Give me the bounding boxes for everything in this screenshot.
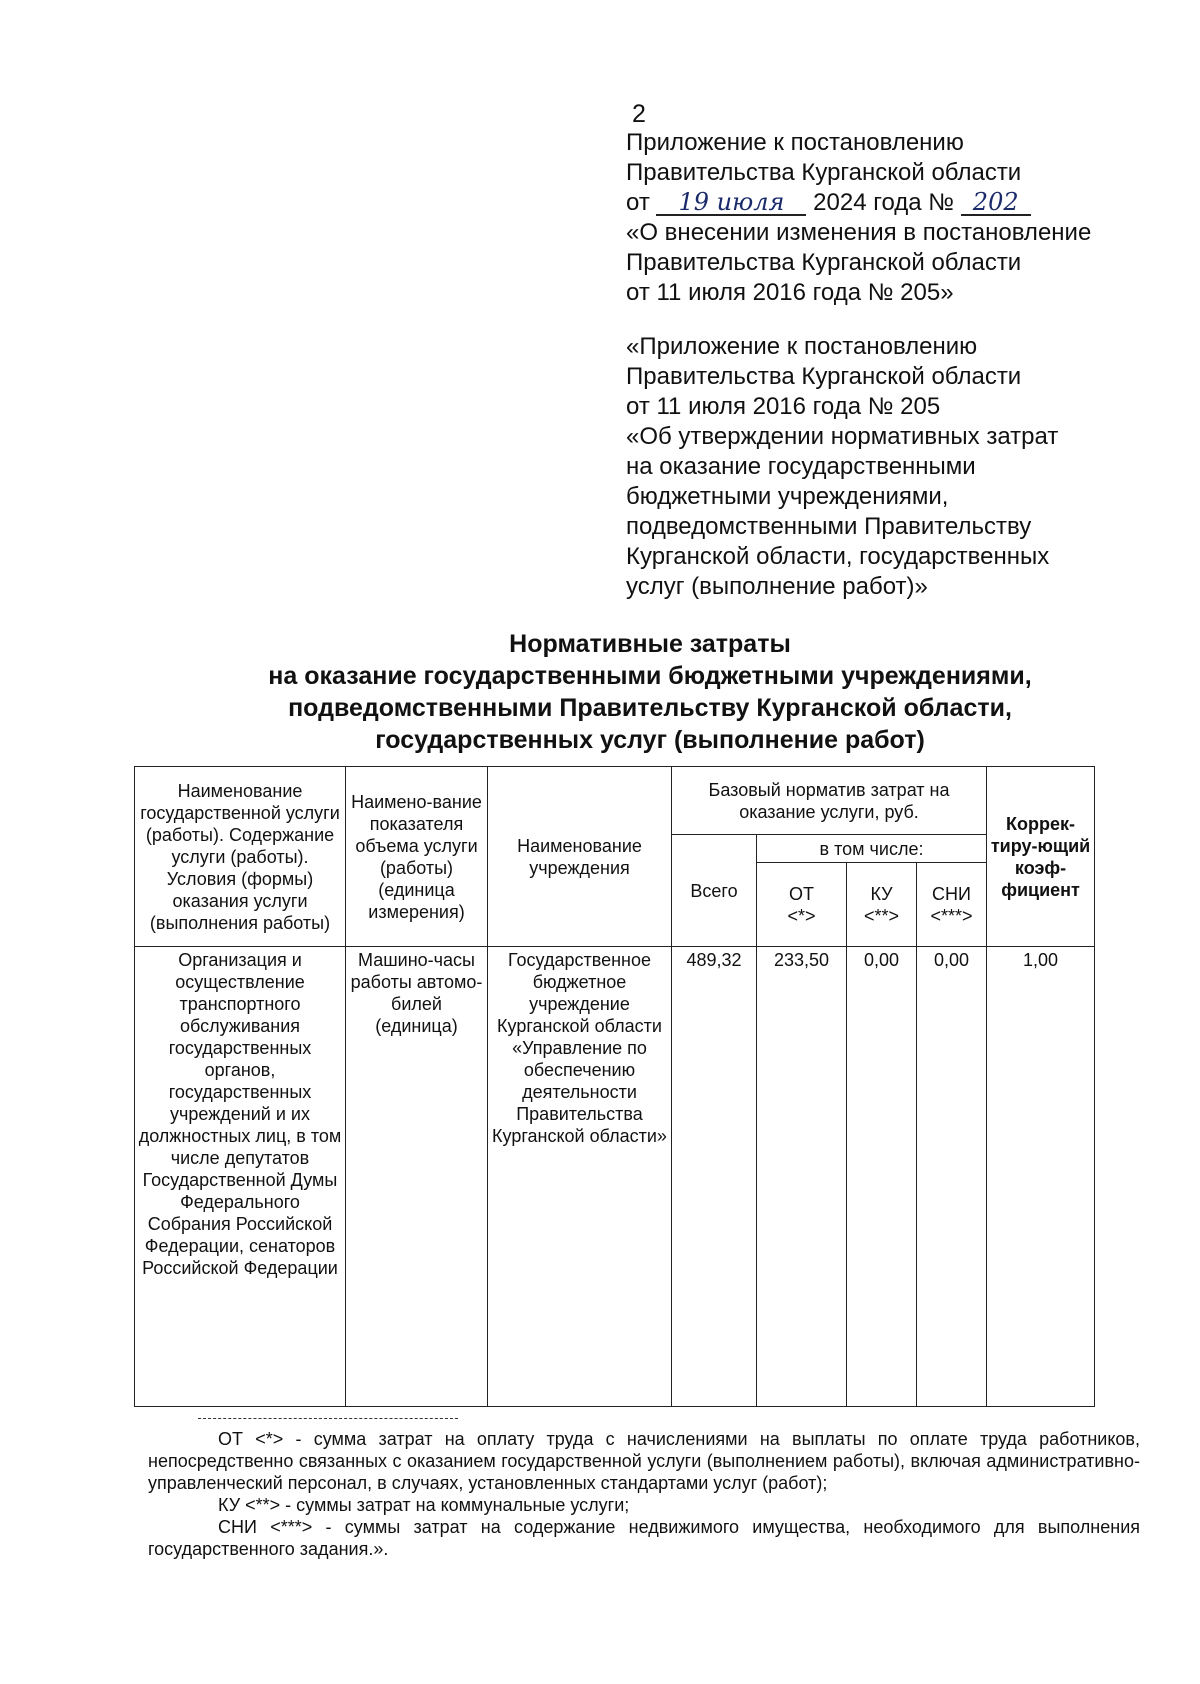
header-indicator: Наимено-вание показателя объема услуги (работы) (единица измерения) [346,767,488,947]
header-institution: Наименование учреждения [488,767,672,947]
footnotes [148,1428,1140,1560]
title-line: подведомственными Правительству Курганской области, [288,694,1012,722]
cell-indicator: Машино-часы работы автомо-билей (единица) [346,947,488,1407]
quoted-appendix-line: Правительства Курганской области [626,363,1022,390]
header-ot-label: ОТ [789,883,814,904]
appendix-line: «О внесении изменения в постановление [626,219,1092,246]
title-line: государственных услуг (выполнение работ) [375,726,925,754]
header-including: в том числе: [757,835,987,863]
appendix-header [626,128,1166,602]
appendix-line: Правительства Курганской области [626,249,1022,276]
cell-institution: Государственное бюджетное учреждение Курганской области «Управление по обеспечению деятельности Правительства Курганской области» [488,947,672,1407]
footnote-sni: СНИ <***> - суммы затрат на содержание недвижимого имущества, необходимого для выполнения государственного задания.». [148,1517,1140,1559]
header-sni-label: СНИ [932,883,971,904]
appendix-line: от 11 июля 2016 года № 205» [626,279,954,306]
quoted-appendix-line: услуг (выполнение работ)» [626,573,928,600]
header-total: Всего [672,835,757,947]
table-row [135,947,1095,1407]
header-ot [757,863,847,947]
quoted-appendix-line: бюджетными учреждениями, [626,483,949,510]
cell-correction: 1,00 [987,947,1095,1407]
date-prefix: от [626,189,650,216]
header-sni-mark: <***> [930,905,973,926]
handwritten-number: 202 [961,190,1031,216]
norms-table [134,766,1095,1407]
quoted-appendix-line: подведомственными Правительству [626,513,1032,540]
date-year: 2024 года № [813,189,955,216]
appendix-line: Приложение к постановлению [626,129,964,156]
cell-sni: 0,00 [917,947,987,1407]
header-correction: Коррек-тиру-ющий коэф-фициент [987,767,1095,947]
cell-ot: 233,50 [757,947,847,1407]
quoted-appendix-line: «Об утверждении нормативных затрат [626,423,1059,450]
quoted-appendix-line: на оказание государственными [626,453,976,480]
header-ot-mark: <*> [787,905,816,926]
document-title [200,628,1100,756]
quoted-appendix-line: от 11 июля 2016 года № 205 [626,393,941,420]
cell-ku: 0,00 [847,947,917,1407]
header-ku [847,863,917,947]
header-ku-label: КУ [870,883,893,904]
header-service: Наименование государственной услуги (работы). Содержание услуги (работы). Условия (формы) оказания услуги (выполнения работы) [135,767,346,947]
header-ku-mark: <**> [863,905,900,926]
footnote-ot: ОТ <*> - сумма затрат на оплату труда с начислениями на выплаты по оплате труда работников, непосредственно связанных с оказанием государственной услуги (выполнением работы), включая административно-управленческий персонал, в случаях, установленных стандартами услуг (работ); [148,1429,1140,1493]
footnote-ku: КУ <**> - суммы затрат на коммунальные услуги; [218,1495,630,1515]
header-sni [917,863,987,947]
cell-service: Организация и осуществление транспортного обслуживания государственных органов, государственных учреждений и их должностных лиц, в том числе депутатов Государственной Думы Федерального Собрания Российской Федерации, сенаторов Российской Федерации [135,947,346,1407]
page-number: 2 [632,100,646,128]
title-line: на оказание государственными бюджетными учреждениями, [268,662,1032,690]
appendix-date-line [626,188,1166,218]
appendix-line: Правительства Курганской области [626,159,1022,186]
quoted-appendix-line: Курганской области, государственных [626,543,1050,570]
title-line: Нормативные затраты [509,630,791,658]
handwritten-date: 19 июля [656,190,806,216]
cell-total: 489,32 [672,947,757,1407]
quoted-appendix-line: «Приложение к постановлению [626,333,978,360]
spacer [626,308,1166,332]
footnote-divider [198,1418,458,1419]
header-base-norm: Базовый норматив затрат на оказание услуги, руб. [672,767,987,835]
